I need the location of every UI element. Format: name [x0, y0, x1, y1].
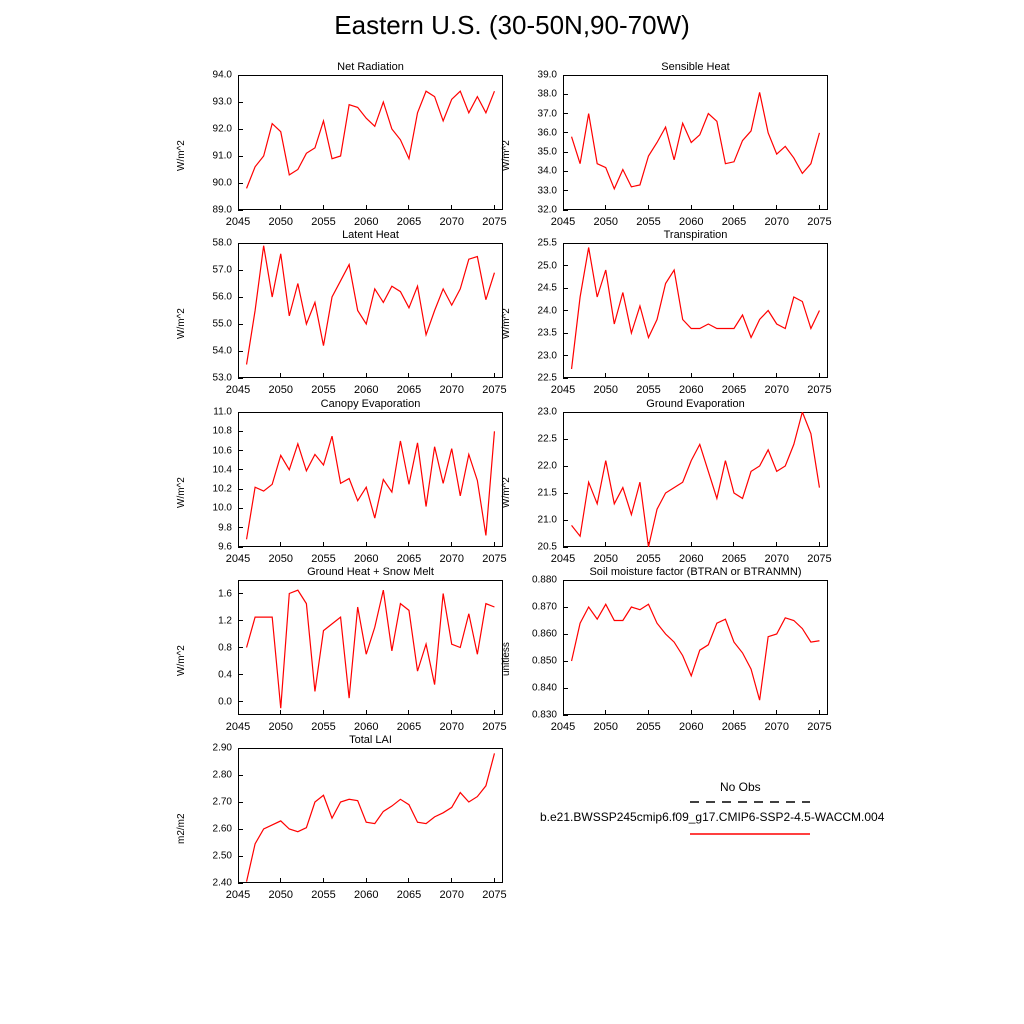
y-tick-label: 0.840 — [531, 682, 557, 694]
x-tick-label: 2070 — [439, 889, 464, 901]
y-tick-label: 2.60 — [212, 823, 232, 835]
legend-model-label: b.e21.BWSSP245cmip6.f09_g17.CMIP6-SSP2-4.5-WACCM.004 — [540, 810, 885, 824]
y-tick-label: 90.0 — [212, 177, 232, 189]
chart-panel — [501, 61, 832, 228]
x-tick-label: 2050 — [593, 384, 618, 396]
series-canvas — [563, 580, 828, 715]
x-tick-label: 2055 — [311, 553, 336, 565]
y-tick-label: 2.80 — [212, 769, 232, 781]
y-tick-label: 21.5 — [537, 487, 557, 499]
y-tick-label: 0.850 — [531, 655, 557, 667]
x-tick-label: 2060 — [353, 384, 379, 396]
y-tick-label: 2.50 — [212, 850, 232, 862]
x-tick-label: 2050 — [593, 721, 618, 733]
data-series-line — [247, 431, 495, 539]
y-tick-label: 10.0 — [212, 502, 232, 514]
chart-title: Net Radiation — [337, 61, 404, 73]
data-series-line — [247, 246, 495, 365]
y-tick-label: 32.0 — [537, 204, 557, 216]
x-tick-label: 2065 — [721, 384, 747, 396]
x-tick-label: 2050 — [593, 216, 618, 228]
chart-panel — [501, 229, 832, 396]
series-canvas — [238, 75, 503, 210]
chart-panel — [501, 398, 832, 565]
y-tick-label: 11.0 — [213, 406, 232, 418]
x-tick-label: 2050 — [268, 553, 293, 565]
y-tick-label: 58.0 — [212, 237, 232, 249]
chart-panel — [176, 734, 507, 901]
x-tick-label: 2070 — [764, 721, 789, 733]
chart-title: Soil moisture factor (BTRAN or BTRANMN) — [589, 566, 802, 578]
x-tick-label: 2075 — [482, 216, 507, 228]
y-axis-label: unitless — [501, 641, 512, 676]
y-tick-label: 1.2 — [218, 615, 232, 626]
x-tick-label: 2055 — [636, 553, 661, 565]
y-axis-label: W/m^2 — [176, 307, 187, 339]
y-axis-label: W/m^2 — [176, 644, 187, 676]
y-tick-label: 0.880 — [531, 574, 557, 586]
y-tick-label: 25.5 — [537, 237, 557, 249]
series-canvas — [238, 748, 503, 883]
chart-title: Latent Heat — [342, 229, 399, 241]
x-tick-label: 2060 — [353, 216, 379, 228]
x-tick-label: 2045 — [550, 216, 576, 228]
y-tick-label: 93.0 — [212, 96, 232, 108]
x-tick-label: 2065 — [721, 721, 747, 733]
chart-panel — [176, 229, 507, 396]
page-title: Eastern U.S. (30-50N,90-70W) — [334, 10, 690, 40]
y-tick-label: 21.0 — [537, 514, 557, 526]
y-tick-label: 54.0 — [212, 345, 232, 357]
chart-title: Ground Heat + Snow Melt — [307, 566, 434, 578]
y-axis-label: W/m^2 — [501, 307, 512, 339]
y-tick-label: 24.0 — [537, 305, 557, 316]
y-tick-label: 20.5 — [537, 541, 557, 553]
x-tick-label: 2050 — [268, 889, 293, 901]
x-tick-label: 2045 — [550, 553, 576, 565]
y-tick-label: 0.8 — [218, 642, 232, 653]
x-tick-label: 2075 — [482, 553, 507, 565]
x-tick-label: 2065 — [396, 384, 422, 396]
y-tick-label: 39.0 — [537, 69, 557, 81]
x-tick-label: 2075 — [807, 721, 832, 733]
series-canvas — [238, 580, 503, 715]
y-tick-label: 0.860 — [531, 628, 557, 640]
y-tick-label: 36.0 — [537, 127, 557, 139]
x-tick-label: 2060 — [353, 553, 379, 565]
x-tick-label: 2055 — [311, 889, 336, 901]
data-series-line — [247, 91, 495, 188]
x-tick-label: 2065 — [396, 889, 422, 901]
y-tick-label: 92.0 — [212, 123, 232, 135]
x-tick-label: 2070 — [439, 216, 464, 228]
x-tick-label: 2070 — [439, 384, 464, 396]
data-series-line — [572, 412, 820, 547]
x-tick-label: 2045 — [225, 384, 251, 396]
x-tick-label: 2060 — [353, 721, 379, 733]
y-axis-label: W/m^2 — [176, 139, 187, 171]
legend-obs-label: No Obs — [720, 780, 761, 794]
y-tick-label: 57.0 — [212, 264, 232, 276]
x-tick-label: 2055 — [311, 721, 336, 733]
y-tick-label: 2.40 — [212, 877, 232, 889]
x-tick-label: 2055 — [311, 384, 336, 396]
x-tick-label: 2045 — [225, 553, 251, 565]
y-axis-label: W/m^2 — [501, 139, 512, 171]
x-tick-label: 2060 — [678, 384, 704, 396]
chart-panel — [176, 398, 507, 565]
data-series-line — [247, 590, 495, 708]
x-tick-label: 2070 — [439, 721, 464, 733]
x-tick-label: 2075 — [807, 553, 832, 565]
y-tick-label: 22.0 — [537, 460, 557, 472]
data-series-line — [572, 604, 820, 700]
chart-panel — [501, 566, 832, 733]
chart-title: Canopy Evaporation — [320, 398, 421, 410]
x-tick-label: 2075 — [482, 384, 507, 396]
y-axis-label: W/m^2 — [501, 476, 512, 508]
series-canvas — [563, 412, 828, 547]
x-tick-label: 2050 — [593, 553, 618, 565]
chart-title: Sensible Heat — [661, 61, 730, 73]
y-tick-label: 89.0 — [212, 204, 232, 216]
x-tick-label: 2075 — [807, 216, 832, 228]
chart-title: Total LAI — [349, 734, 392, 746]
y-tick-label: 91.0 — [212, 150, 232, 162]
y-tick-label: 9.6 — [218, 541, 232, 553]
legend — [540, 780, 960, 840]
x-tick-label: 2070 — [764, 216, 789, 228]
x-tick-label: 2050 — [268, 216, 293, 228]
y-tick-label: 23.0 — [537, 350, 557, 361]
x-tick-label: 2060 — [353, 889, 379, 901]
x-tick-label: 2075 — [482, 889, 507, 901]
y-tick-label: 24.5 — [537, 282, 557, 294]
x-tick-label: 2065 — [396, 553, 422, 565]
y-tick-label: 0.0 — [218, 696, 232, 707]
x-tick-label: 2055 — [636, 721, 661, 733]
y-tick-label: 35.0 — [537, 146, 557, 158]
y-tick-label: 22.5 — [537, 433, 557, 445]
y-axis-label: W/m^2 — [176, 476, 187, 508]
x-tick-label: 2075 — [807, 384, 832, 396]
x-tick-label: 2045 — [225, 721, 251, 733]
x-tick-label: 2045 — [550, 721, 576, 733]
y-tick-label: 34.0 — [537, 165, 557, 177]
y-tick-label: 33.0 — [537, 185, 557, 197]
x-tick-label: 2050 — [268, 384, 293, 396]
x-tick-label: 2060 — [678, 721, 704, 733]
y-tick-label: 22.5 — [537, 372, 557, 384]
data-series-line — [247, 753, 495, 881]
chart-title: Transpiration — [663, 229, 728, 241]
x-tick-label: 2065 — [396, 216, 422, 228]
y-tick-label: 0.830 — [531, 709, 557, 721]
y-tick-label: 10.2 — [212, 483, 232, 495]
y-tick-label: 10.6 — [212, 445, 232, 457]
x-tick-label: 2070 — [764, 384, 789, 396]
y-tick-label: 10.8 — [212, 425, 232, 437]
data-series-line — [572, 248, 820, 370]
x-tick-label: 2045 — [225, 889, 251, 901]
series-canvas — [563, 75, 828, 210]
data-series-line — [572, 92, 820, 188]
y-tick-label: 38.0 — [537, 88, 557, 100]
x-tick-label: 2075 — [482, 721, 507, 733]
y-tick-label: 23.5 — [537, 327, 557, 339]
chart-panel — [176, 61, 507, 228]
y-tick-label: 1.6 — [218, 588, 232, 599]
y-tick-label: 25.0 — [537, 260, 557, 271]
y-axis-label: m2/m2 — [176, 812, 187, 844]
x-tick-label: 2065 — [721, 216, 747, 228]
x-tick-label: 2065 — [721, 553, 747, 565]
x-tick-label: 2070 — [764, 553, 789, 565]
series-canvas — [238, 412, 503, 547]
y-tick-label: 94.0 — [212, 69, 232, 81]
series-canvas — [563, 243, 828, 378]
legend-model-line — [690, 830, 810, 838]
y-tick-label: 37.0 — [537, 108, 557, 120]
y-tick-label: 53.0 — [212, 372, 232, 384]
x-tick-label: 2045 — [550, 384, 576, 396]
x-tick-label: 2055 — [311, 216, 336, 228]
y-tick-label: 2.90 — [212, 742, 232, 754]
x-tick-label: 2055 — [636, 384, 661, 396]
y-tick-label: 0.4 — [218, 669, 232, 680]
series-canvas — [238, 243, 503, 378]
chart-title: Ground Evaporation — [646, 398, 745, 410]
x-tick-label: 2070 — [439, 553, 464, 565]
y-tick-label: 55.0 — [212, 318, 232, 330]
x-tick-label: 2050 — [268, 721, 293, 733]
x-tick-label: 2060 — [678, 553, 704, 565]
y-tick-label: 0.870 — [531, 601, 557, 613]
x-tick-label: 2065 — [396, 721, 422, 733]
y-tick-label: 9.8 — [218, 522, 232, 534]
y-tick-label: 56.0 — [212, 291, 232, 303]
y-tick-label: 23.0 — [537, 406, 557, 418]
x-tick-label: 2045 — [225, 216, 251, 228]
y-tick-label: 2.70 — [212, 796, 232, 808]
x-tick-label: 2060 — [678, 216, 704, 228]
x-tick-label: 2055 — [636, 216, 661, 228]
y-tick-label: 10.4 — [212, 464, 232, 476]
legend-obs-line — [690, 798, 810, 806]
